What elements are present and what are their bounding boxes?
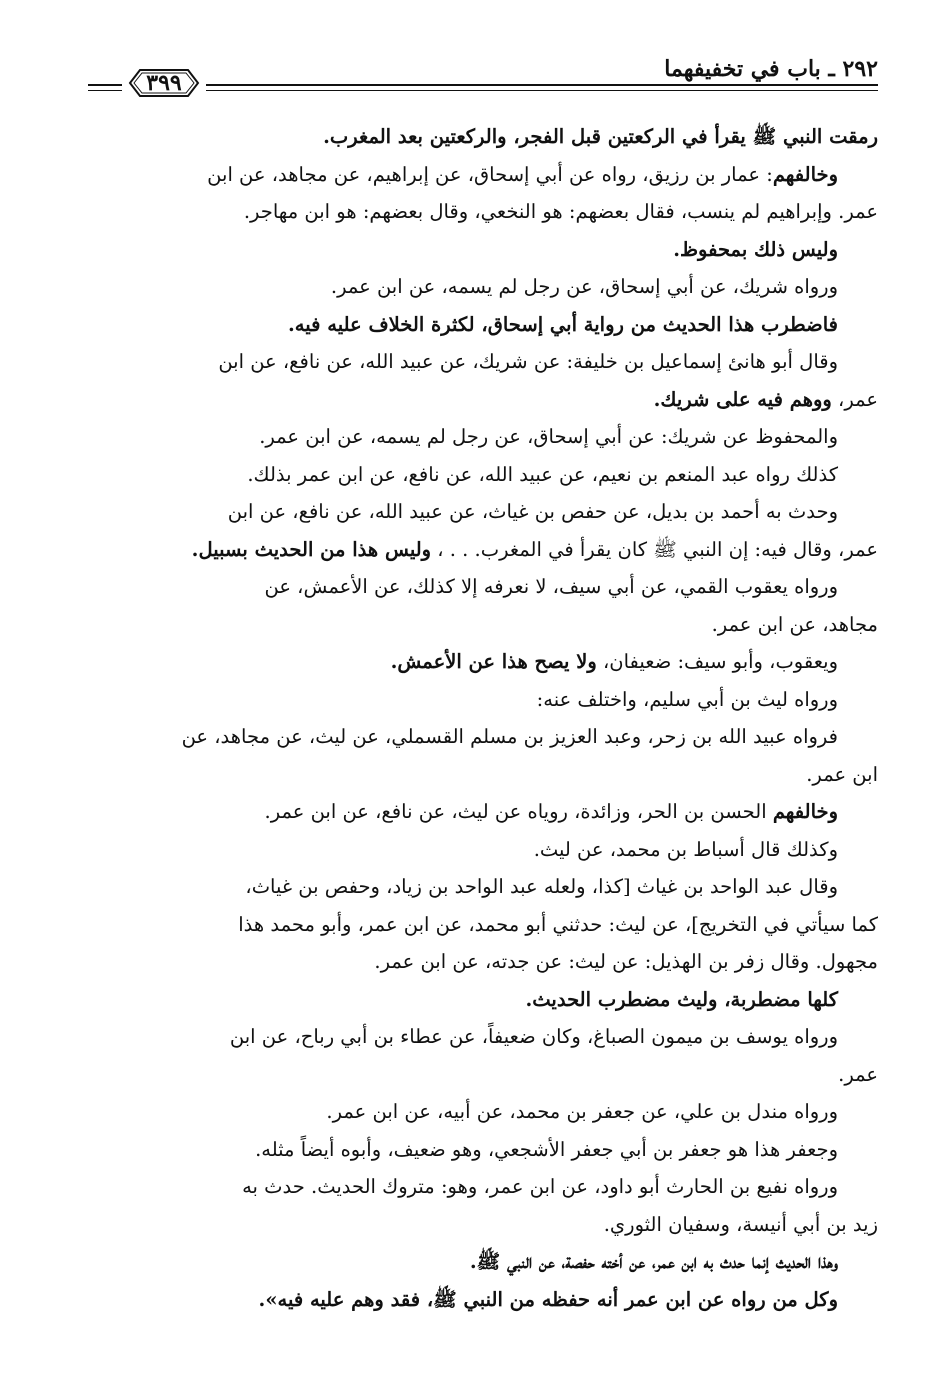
text-line — [68, 1281, 878, 1319]
bold-text-segment: وهذا الحديث إنما حدث به ابن عمر، عن أخته حفصة، عن النبي ﷺ. — [469, 1250, 838, 1273]
text-line — [68, 231, 878, 269]
text-line — [68, 1018, 878, 1056]
text-segment: عمر. وإبراهيم لم ينسب، فقال بعضهم: هو النخعي، وقال بعضهم: هو ابن مهاجر. — [243, 200, 878, 223]
text-segment: عمر، — [831, 387, 878, 411]
text-segment: ويعقوب، وأبو سيف: ضعيفان، — [596, 650, 838, 673]
text-segment: كما سيأتي في التخريج]، عن ليث: حدثني أبو محمد، عن ابن عمر، وأبو محمد هذا — [238, 912, 878, 936]
chapter-title: ٢٩٢ ـ باب في تخفيفهما — [664, 56, 878, 82]
text-line — [68, 118, 878, 156]
text-segment: ورواه يوسف بن ميمون الصباغ، وكان ضعيفاً، عن عطاء بن أبي رباح، عن ابن — [229, 1025, 838, 1048]
text-segment: وحدث به أحمد بن بديل، عن حفص بن غياث، عن عبيد الله، عن نافع، عن ابن — [227, 500, 838, 523]
bold-text-segment: كلها مضطربة، وليث مضطرب الحديث. — [525, 987, 838, 1011]
text-line — [68, 343, 878, 381]
text-line — [68, 193, 878, 231]
text-segment: وكذلك قال أسباط بن محمد، عن ليث. — [533, 837, 838, 861]
text-line — [68, 1243, 878, 1281]
bold-text-segment: ووهم فيه على شريك. — [653, 387, 832, 411]
text-line — [68, 1168, 878, 1206]
text-line — [68, 981, 878, 1019]
text-line — [68, 493, 878, 531]
text-line — [68, 456, 878, 494]
text-line — [68, 1056, 878, 1094]
text-line — [68, 268, 878, 306]
text-segment: وقال أبو هانئ إسماعيل بن خليفة: عن شريك، عن عبيد الله، عن نافع، عن ابن — [218, 350, 838, 373]
text-segment: عمر، وقال فيه: إن النبي ﷺ كان يقرأ في المغرب. . . ، — [431, 537, 878, 561]
text-segment: ورواه يعقوب القمي، عن أبي سيف، لا نعرفه إلا كذلك، عن الأعمش، عن — [264, 575, 838, 598]
text-line — [68, 793, 878, 831]
text-segment: ابن عمر. — [806, 762, 878, 786]
text-line — [68, 1131, 878, 1169]
text-segment: مجاهد، عن ابن عمر. — [711, 612, 878, 636]
text-segment: ورواه نفيع بن الحارث أبو داود، عن ابن عمر، وهو: متروك الحديث. حدث به — [242, 1175, 838, 1198]
text-segment: : عمار بن رزيق، رواه عن أبي إسحاق، عن إبراهيم، عن مجاهد، عن ابن — [207, 162, 773, 186]
text-segment: ورواه مندل بن علي، عن جعفر بن محمد، عن أبيه، عن ابن عمر. — [326, 1100, 838, 1123]
text-segment: عمر. — [838, 1062, 878, 1086]
bold-text-segment: وخالفهم — [772, 800, 838, 823]
text-line — [68, 568, 878, 606]
text-line — [68, 531, 878, 569]
text-line — [68, 643, 878, 681]
text-segment: فرواه عبيد الله بن زحر، وعبد العزيز بن مسلم القسملي، عن ليث، عن مجاهد، عن — [181, 725, 838, 748]
text-line — [68, 831, 878, 869]
text-line — [68, 1093, 878, 1131]
bold-text-segment: رمقت النبي ﷺ يقرأ في الركعتين قبل الفجر، والركعتين بعد المغرب. — [323, 125, 878, 148]
text-segment: والمحفوظ عن شريك: عن أبي إسحاق، عن رجل لم يسمه، عن ابن عمر. — [259, 425, 838, 448]
text-line — [68, 381, 878, 419]
text-line — [68, 418, 878, 456]
text-line — [68, 606, 878, 644]
text-segment: كذلك رواه عبد المنعم بن نعيم، عن عبيد الله، عن نافع، عن ابن عمر بذلك. — [247, 462, 838, 486]
text-line — [68, 681, 878, 719]
text-line — [68, 906, 878, 944]
text-line — [68, 718, 878, 756]
bold-text-segment: وليس ذلك بمحفوظ. — [673, 237, 838, 261]
header-rule-left — [88, 84, 122, 91]
text-segment: الحسن بن الحر، وزائدة، روياه عن ليث، عن نافع، عن ابن عمر. — [264, 800, 773, 823]
bold-text-segment: فاضطرب هذا الحديث من رواية أبي إسحاق، لكثرة الخلاف عليه فيه. — [288, 312, 838, 336]
text-segment: وقال عبد الواحد بن غياث [كذا، ولعله عبد الواحد بن زياد، وحفص بن غياث، — [245, 875, 838, 898]
page-header — [88, 50, 878, 100]
page-number: ٣٩٩ — [146, 70, 182, 96]
page-number-badge — [126, 66, 202, 100]
text-segment: زيد بن أبي أنيسة، وسفيان الثوري. — [603, 1212, 878, 1236]
text-segment: وجعفر هذا هو جعفر بن أبي جعفر الأشجعي، وهو ضعيف، وأبوه أيضاً مثله. — [255, 1137, 838, 1161]
text-segment: ورواه ليث بن أبي سليم، واختلف عنه: — [536, 687, 838, 711]
text-line — [68, 306, 878, 344]
header-rule — [206, 84, 878, 91]
text-segment: مجهول. وقال زفر بن الهذيل: عن ليث: عن جدته، عن ابن عمر. — [374, 950, 878, 973]
bold-text-segment: ولا يصح هذا عن الأعمش. — [390, 650, 597, 673]
bold-text-segment: وخالفهم — [772, 162, 838, 186]
bold-text-segment: وكل من رواه عن ابن عمر أنه حفظه من النبي ﷺ، فقد وهم عليه فيه». — [258, 1287, 838, 1311]
text-line — [68, 1206, 878, 1244]
bold-text-segment: وليس هذا من الحديث بسبيل. — [191, 537, 432, 561]
text-line — [68, 868, 878, 906]
text-line — [68, 943, 878, 981]
text-line — [68, 156, 878, 194]
text-segment: ورواه شريك، عن أبي إسحاق، عن رجل لم يسمه، عن ابن عمر. — [330, 275, 838, 298]
text-line — [68, 756, 878, 794]
body-text — [68, 118, 878, 1318]
